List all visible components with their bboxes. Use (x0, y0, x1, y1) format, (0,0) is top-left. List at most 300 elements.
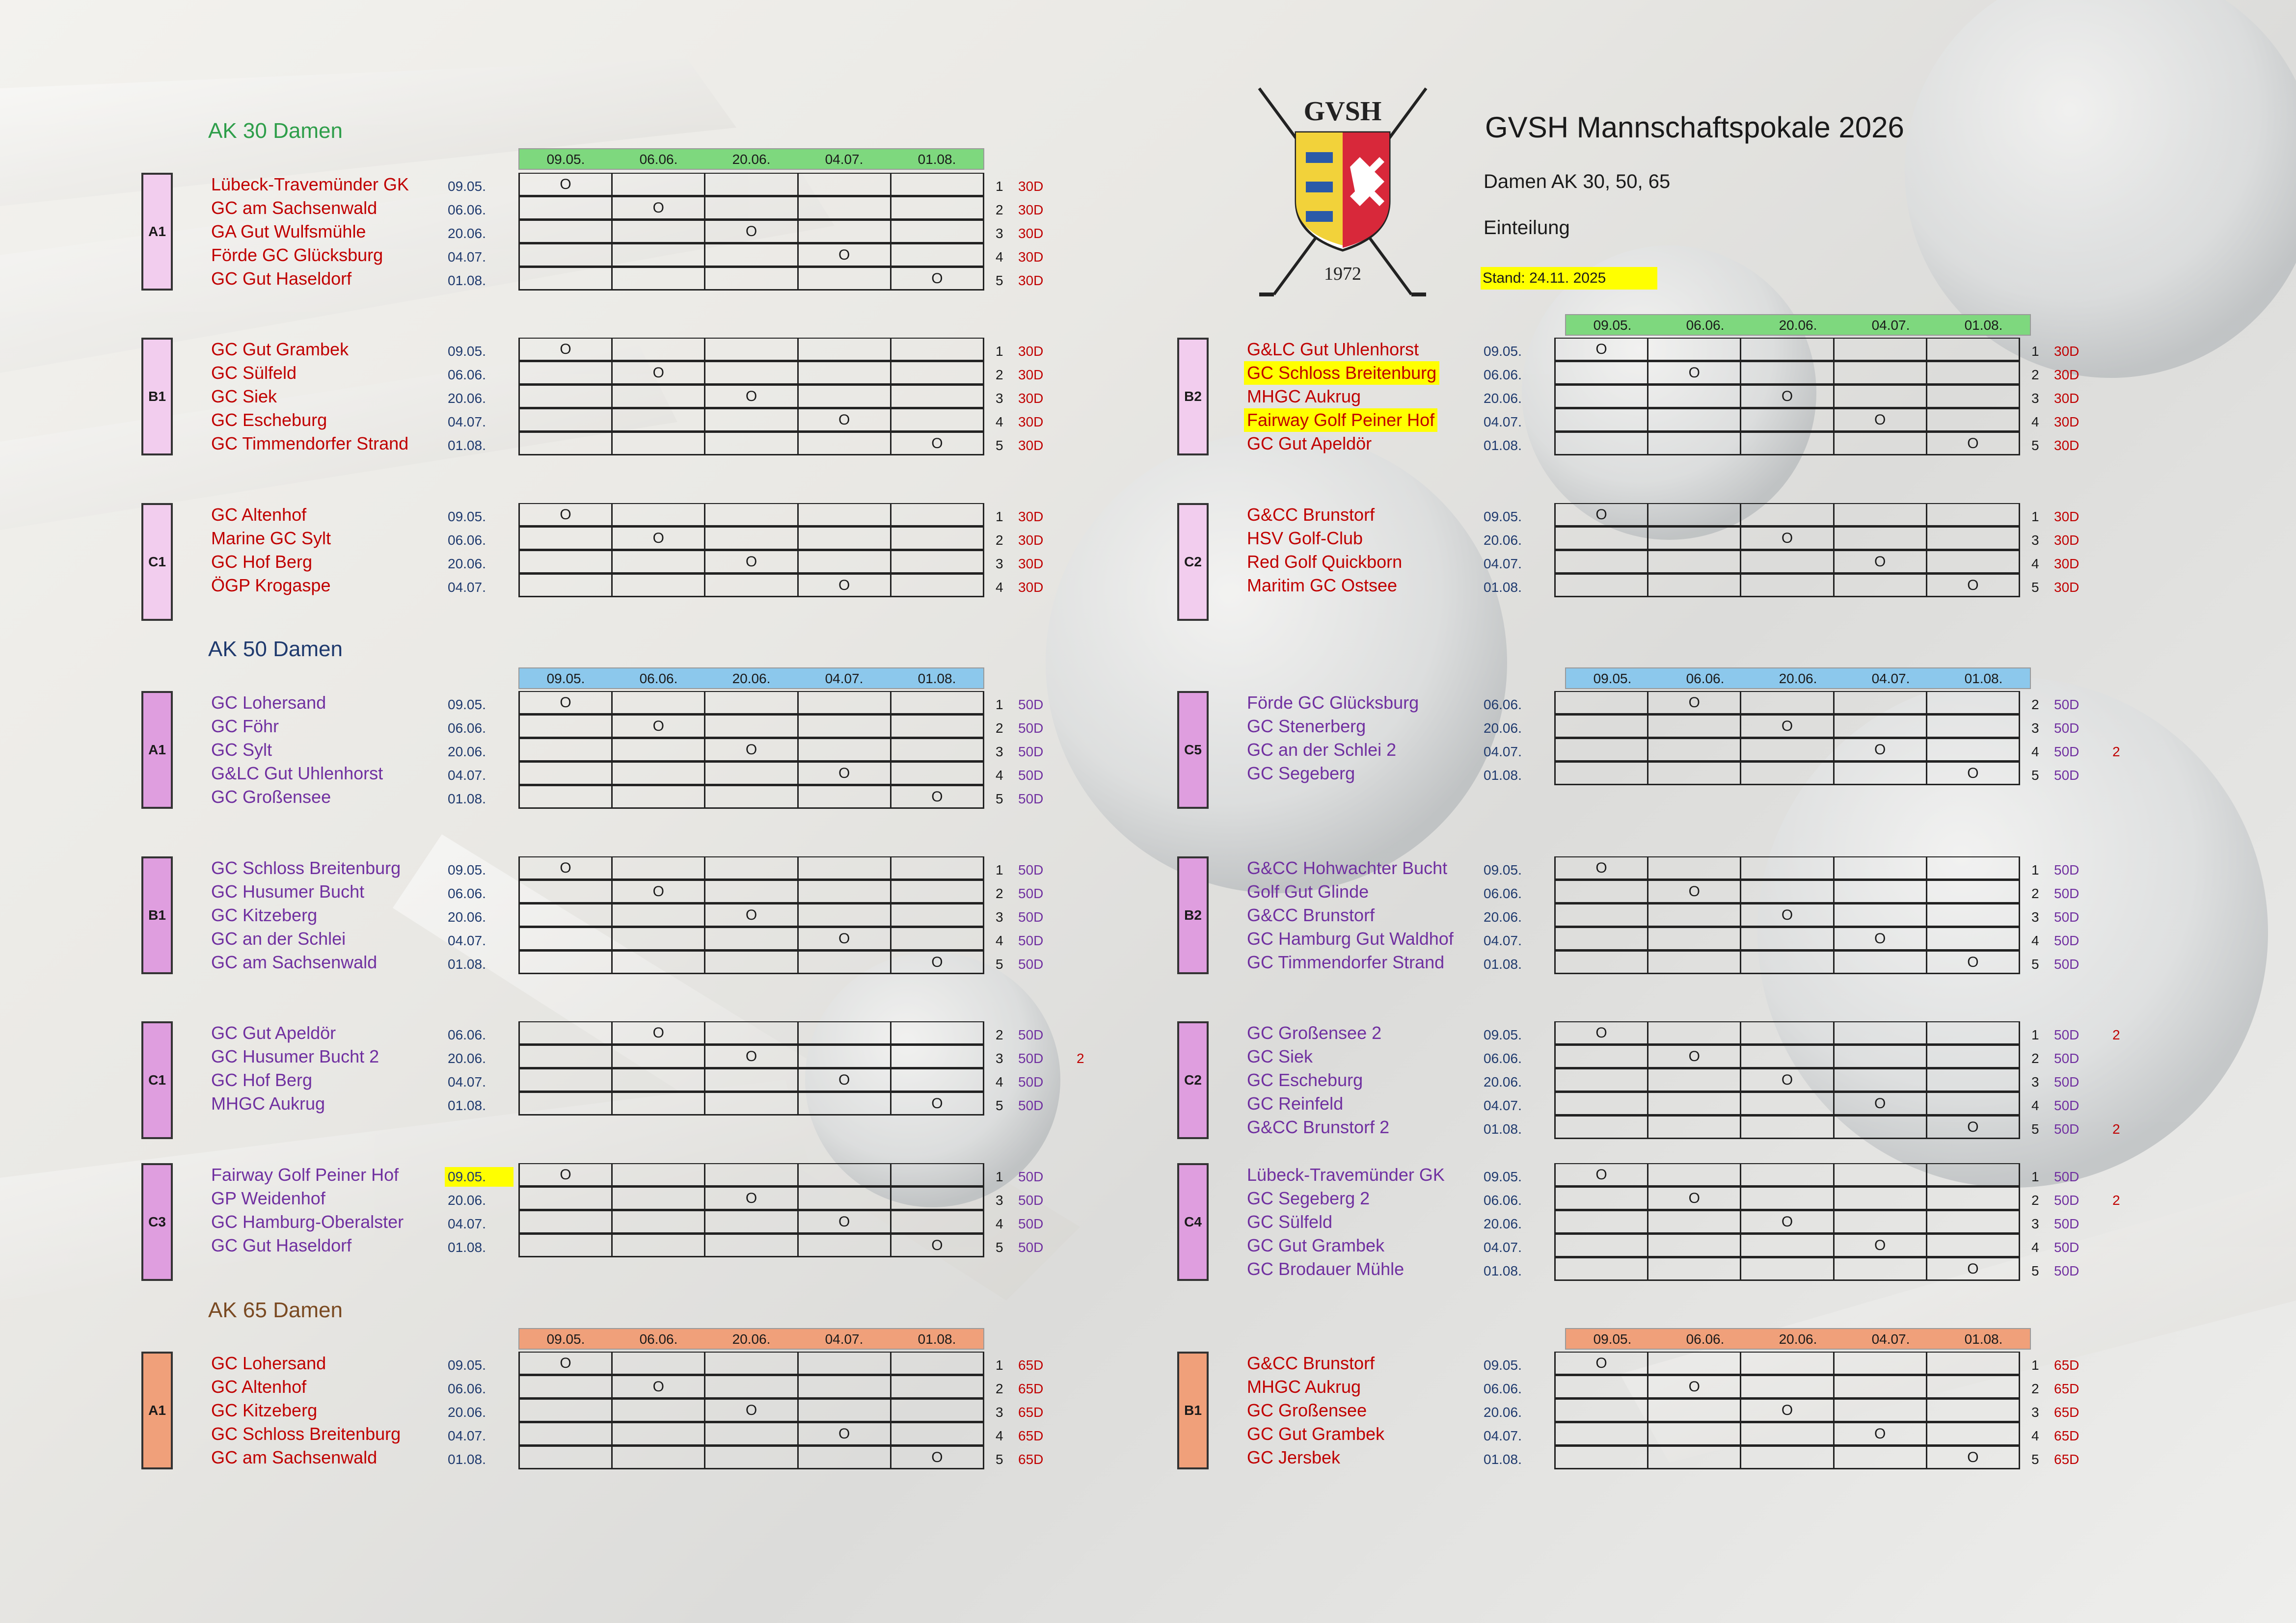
club-name: GC Gut Apeldör (1247, 433, 1372, 453)
home-match-mark: O (799, 409, 891, 430)
club-name: GC Gut Grambek (1247, 1424, 1385, 1444)
match-cell (799, 692, 891, 713)
team-code: 30D (1018, 249, 1044, 265)
table-row (1177, 738, 2120, 762)
table-row (1177, 1352, 2110, 1375)
match-grid (518, 904, 984, 927)
home-date: 20.06. (448, 909, 486, 925)
row-number: 1 (996, 509, 1003, 524)
table-row (1177, 432, 2110, 455)
club-name: GP Weidenhof (211, 1188, 325, 1208)
match-cell (1556, 1235, 1648, 1256)
team-code: 50D (2054, 1027, 2080, 1042)
home-date: 01.08. (448, 1452, 486, 1467)
home-date: 01.08. (448, 1098, 486, 1113)
home-match-mark: O (705, 1046, 798, 1067)
match-grid (518, 196, 984, 220)
club-name: GC Kitzeberg (211, 905, 318, 925)
home-match-mark: O (613, 362, 705, 383)
home-date: 09.05. (445, 1167, 513, 1187)
match-cell (1741, 575, 1834, 596)
match-cell (705, 928, 798, 949)
match-grid (518, 1210, 984, 1234)
match-cell (1556, 433, 1648, 454)
match-cell (1556, 1258, 1648, 1279)
match-grid (518, 1068, 984, 1092)
group-code-badge: A1 (141, 691, 173, 809)
match-cell (799, 881, 891, 902)
table-row (1177, 408, 2110, 432)
team-code: 50D (2054, 768, 2080, 783)
club-name: GC Sylt (211, 740, 272, 760)
home-date: 06.06. (448, 367, 486, 382)
team-code: 30D (2054, 509, 2080, 524)
home-match-mark: O (931, 270, 943, 287)
match-cell (799, 1376, 891, 1397)
match-cell (613, 268, 705, 289)
match-cell (1835, 528, 1927, 549)
row-number: 5 (2031, 1121, 2039, 1137)
date-header-cell: 20.06. (732, 152, 771, 167)
table-row (141, 856, 1074, 880)
home-match-mark: O (931, 954, 943, 970)
row-number: 5 (996, 1452, 1003, 1467)
date-header-cell: 06.06. (639, 1331, 678, 1347)
team-code: 50D (1018, 909, 1044, 925)
row-number: 3 (2031, 391, 2039, 406)
match-grid (518, 361, 984, 385)
home-match-mark: O (613, 197, 705, 218)
match-cell (1556, 528, 1648, 549)
home-match-mark: O (799, 244, 891, 266)
match-cell (613, 786, 705, 807)
team-code: 30D (1018, 580, 1044, 595)
match-cell (520, 1376, 613, 1397)
home-match-mark: O (799, 1423, 891, 1444)
match-cell (520, 409, 613, 430)
club-name: Golf Gut Glinde (1247, 881, 1369, 902)
row-number: 2 (996, 532, 1003, 548)
home-date: 09.05. (448, 1357, 486, 1373)
home-date: 20.06. (448, 744, 486, 759)
home-date: 09.05. (448, 697, 486, 712)
home-date: 06.06. (448, 532, 486, 548)
match-cell (613, 575, 705, 596)
match-cell (799, 197, 891, 218)
row-number: 2 (996, 886, 1003, 901)
home-match-mark: O (1741, 1069, 1834, 1091)
match-cell (1648, 763, 1741, 784)
match-grid (518, 338, 984, 361)
home-date: 04.07. (448, 414, 486, 429)
club-name: G&CC Brunstorf (1247, 505, 1375, 525)
match-cell (613, 1447, 705, 1468)
home-match-mark: O (1967, 435, 1979, 452)
team-number-note: 2 (2112, 744, 2120, 759)
match-grid (1554, 1352, 2020, 1375)
match-cell (891, 857, 983, 878)
table-row (1177, 550, 2110, 574)
match-cell (891, 1400, 983, 1421)
table-row (1177, 1092, 2110, 1116)
group-code-badge: B1 (141, 856, 173, 974)
club-name: GC Hof Berg (211, 552, 313, 572)
match-cell (1927, 528, 2019, 549)
match-cell (891, 528, 983, 549)
club-name: Maritim GC Ostsee (1247, 575, 1398, 595)
row-number: 1 (996, 862, 1003, 878)
match-grid (1554, 904, 2020, 927)
match-cell (1835, 1069, 1927, 1091)
match-cell (1741, 1093, 1834, 1114)
match-cell (705, 952, 798, 973)
match-cell (1556, 386, 1648, 407)
home-match-mark: O (931, 1095, 943, 1112)
match-grid (1554, 951, 2020, 974)
match-cell (1556, 1117, 1648, 1138)
group-code-badge: C2 (1177, 503, 1209, 621)
match-cell (891, 739, 983, 760)
team-code: 30D (2054, 580, 2080, 595)
logo-year: 1972 (1324, 264, 1361, 284)
match-cell (891, 1423, 983, 1444)
match-cell (799, 1046, 891, 1067)
match-cell (1927, 1046, 2019, 1067)
table-row (1177, 691, 2110, 715)
match-cell (1835, 1046, 1927, 1067)
match-cell (613, 763, 705, 784)
club-name: GC Gut Grambek (211, 339, 349, 359)
match-cell (1741, 1188, 1834, 1209)
match-cell (705, 763, 798, 784)
match-grid (518, 880, 984, 904)
club-name: GC Husumer Bucht 2 (211, 1046, 379, 1066)
home-date: 20.06. (448, 226, 486, 241)
match-grid (1554, 1045, 2020, 1068)
row-number: 3 (996, 556, 1003, 571)
match-cell (1741, 1258, 1834, 1279)
date-header-ak65 (518, 1328, 984, 1350)
match-cell (613, 952, 705, 973)
row-number: 1 (996, 1357, 1003, 1373)
team-code: 50D (1018, 1216, 1044, 1231)
team-code: 50D (2054, 697, 2080, 712)
team-code: 30D (2054, 438, 2080, 453)
home-date: 20.06. (1484, 909, 1522, 925)
match-grid (518, 738, 984, 762)
match-cell (705, 1069, 798, 1091)
club-name: GC Sülfeld (211, 363, 297, 383)
match-cell (1648, 1117, 1741, 1138)
match-cell (1556, 739, 1648, 760)
row-number: 2 (2031, 1193, 2039, 1208)
match-cell (1648, 504, 1741, 525)
team-code: 50D (1018, 886, 1044, 901)
table-row (1177, 762, 2110, 785)
club-name: HSV Golf-Club (1247, 528, 1363, 548)
home-match-mark: O (705, 1400, 798, 1421)
match-cell (1556, 952, 1648, 973)
match-cell (1556, 881, 1648, 902)
home-date: 01.08. (1484, 957, 1522, 972)
table-row (141, 1092, 1074, 1116)
date-header-cell: 09.05. (1593, 671, 1632, 686)
team-code: 50D (2054, 1074, 2080, 1090)
match-cell (891, 928, 983, 949)
table-row (141, 951, 1074, 974)
team-code: 30D (1018, 226, 1044, 241)
match-cell (1741, 692, 1834, 713)
table-row (1177, 1399, 2110, 1422)
home-match-mark: O (520, 857, 613, 878)
match-cell (1927, 1069, 2019, 1091)
match-cell (891, 504, 983, 525)
match-cell (891, 197, 983, 218)
team-code: 50D (1018, 744, 1044, 759)
table-row (1177, 361, 2110, 385)
home-date: 04.07. (1484, 556, 1522, 571)
date-header-cell: 01.08. (1964, 1331, 2003, 1347)
match-cell (520, 881, 613, 902)
match-cell (1741, 433, 1834, 454)
match-cell (1741, 1376, 1834, 1397)
table-row (1177, 1021, 2120, 1045)
table-row (1177, 1045, 2110, 1068)
match-grid (518, 1163, 984, 1187)
status-date: Stand: 24.11. 2025 (1481, 267, 1657, 290)
match-cell (1835, 386, 1927, 407)
match-cell (613, 504, 705, 525)
home-match-mark: O (520, 504, 613, 525)
match-cell (613, 692, 705, 713)
team-number-note: 2 (1077, 1051, 1084, 1066)
row-number: 4 (2031, 744, 2039, 759)
team-number-note: 2 (2112, 1121, 2120, 1137)
row-number: 3 (2031, 909, 2039, 925)
match-cell (891, 244, 983, 266)
date-header-cell: 09.05. (546, 1331, 585, 1347)
table-row (141, 1187, 1074, 1210)
home-match-mark: O (1741, 1211, 1834, 1232)
match-cell (1927, 905, 2019, 926)
match-cell (705, 716, 798, 737)
match-cell (520, 551, 613, 572)
table-row (141, 1068, 1074, 1092)
row-number: 1 (2031, 1027, 2039, 1042)
home-date: 04.07. (448, 1216, 486, 1231)
match-grid (1554, 361, 2020, 385)
match-grid (1554, 856, 2020, 880)
row-number: 4 (996, 933, 1003, 948)
match-grid (518, 856, 984, 880)
team-code: 50D (2054, 957, 2080, 972)
table-row (1177, 503, 2110, 527)
club-name: Fairway Golf Peiner Hof (211, 1165, 399, 1185)
match-cell (613, 244, 705, 266)
gvsh-logo (1249, 79, 1436, 304)
match-cell (799, 952, 891, 973)
club-name: GC Siek (211, 386, 277, 406)
home-match-mark: O (1967, 1449, 1979, 1465)
date-header-cell: 20.06. (1779, 671, 1817, 686)
row-number: 3 (996, 1193, 1003, 1208)
home-date: 04.07. (448, 768, 486, 783)
group-code-badge: B1 (1177, 1352, 1209, 1469)
team-code: 30D (1018, 509, 1044, 524)
team-code: 50D (2054, 1193, 2080, 1208)
table-row (141, 1375, 1074, 1399)
table-row (141, 1399, 1074, 1422)
match-cell (1927, 362, 2019, 383)
row-number: 4 (2031, 1240, 2039, 1255)
match-grid (518, 173, 984, 196)
match-cell (1648, 857, 1741, 878)
table-row (141, 1163, 1074, 1187)
match-cell (613, 386, 705, 407)
match-cell (799, 1353, 891, 1374)
section-title-ak50: AK 50 Damen (208, 637, 343, 661)
match-cell (520, 763, 613, 784)
match-cell (613, 339, 705, 360)
match-cell (705, 174, 798, 195)
home-date: 20.06. (448, 1405, 486, 1420)
match-cell (1556, 1211, 1648, 1232)
match-cell (1927, 1211, 2019, 1232)
home-date: 01.08. (448, 791, 486, 806)
match-cell (520, 1423, 613, 1444)
match-cell (1927, 1400, 2019, 1421)
home-date: 04.07. (448, 249, 486, 265)
home-match-mark: O (705, 221, 798, 242)
match-cell (1556, 409, 1648, 430)
home-date: 09.05. (448, 179, 486, 194)
team-code: 65D (1018, 1405, 1044, 1420)
match-cell (799, 716, 891, 737)
match-grid (518, 1446, 984, 1469)
match-grid (1554, 738, 2020, 762)
row-number: 3 (2031, 1216, 2039, 1231)
table-row (141, 338, 1074, 361)
match-cell (1741, 551, 1834, 572)
section-title-ak65: AK 65 Damen (208, 1298, 343, 1322)
table-row (141, 1045, 1084, 1068)
page-subtitle: Damen AK 30, 50, 65 (1484, 171, 1671, 192)
club-name: GC Hamburg Gut Waldhof (1247, 929, 1454, 949)
home-date: 01.08. (1484, 580, 1522, 595)
match-cell (705, 362, 798, 383)
row-number: 5 (2031, 580, 2039, 595)
match-cell (1648, 716, 1741, 737)
match-grid (1554, 550, 2020, 574)
home-match-mark: O (1648, 881, 1741, 902)
table-row (141, 243, 1074, 267)
row-number: 5 (996, 1240, 1003, 1255)
home-date: 01.08. (448, 438, 486, 453)
home-date: 06.06. (448, 202, 486, 217)
home-match-mark: O (1556, 857, 1648, 878)
match-cell (613, 928, 705, 949)
group-code-badge: C1 (141, 1021, 173, 1139)
match-cell (1648, 1069, 1741, 1091)
table-row (141, 527, 1074, 550)
match-cell (1648, 1423, 1741, 1444)
home-date: 09.05. (1484, 1027, 1522, 1042)
home-match-mark: O (705, 1188, 798, 1209)
group-code-badge: B2 (1177, 856, 1209, 974)
date-header-cell: 06.06. (1686, 318, 1725, 333)
match-cell (891, 575, 983, 596)
match-cell (1556, 1069, 1648, 1091)
team-code: 50D (2054, 720, 2080, 736)
match-grid (518, 1187, 984, 1210)
match-cell (799, 551, 891, 572)
home-date: 06.06. (448, 886, 486, 901)
row-number: 3 (2031, 532, 2039, 548)
match-grid (1554, 432, 2020, 455)
club-name: GC Reinfeld (1247, 1093, 1344, 1114)
club-name: GC Großensee 2 (1247, 1023, 1382, 1043)
match-cell (613, 551, 705, 572)
match-grid (518, 1021, 984, 1045)
match-grid (518, 762, 984, 785)
match-cell (891, 1188, 983, 1209)
club-name: GC Altenhof (211, 1377, 307, 1397)
match-cell (891, 1353, 983, 1374)
table-row (141, 385, 1074, 408)
match-grid (1554, 503, 2020, 527)
match-grid (1554, 880, 2020, 904)
match-cell (613, 905, 705, 926)
team-code: 65D (1018, 1428, 1044, 1443)
team-code: 50D (1018, 720, 1044, 736)
row-number: 5 (996, 1098, 1003, 1113)
club-name: GC Lohersand (211, 692, 326, 713)
row-number: 5 (2031, 957, 2039, 972)
match-grid (1554, 527, 2020, 550)
row-number: 2 (996, 202, 1003, 217)
match-cell (705, 1022, 798, 1043)
match-cell (1835, 905, 1927, 926)
match-cell (1927, 857, 2019, 878)
match-grid (518, 385, 984, 408)
table-row (1177, 338, 2110, 361)
match-cell (705, 1376, 798, 1397)
match-cell (1835, 763, 1927, 784)
team-code: 30D (2054, 556, 2080, 571)
row-number: 2 (996, 720, 1003, 736)
match-cell (613, 1188, 705, 1209)
match-cell (1556, 1423, 1648, 1444)
home-match-mark: O (1835, 1093, 1927, 1114)
match-cell (1741, 1046, 1834, 1067)
row-number: 4 (996, 249, 1003, 265)
table-row (141, 1352, 1074, 1375)
match-cell (613, 433, 705, 454)
team-code: 30D (1018, 414, 1044, 429)
match-cell (1927, 739, 2019, 760)
row-number: 2 (996, 1027, 1003, 1042)
match-cell (1648, 409, 1741, 430)
match-cell (705, 575, 798, 596)
table-row (141, 738, 1074, 762)
match-cell (613, 1069, 705, 1091)
match-cell (1835, 692, 1927, 713)
home-date: 04.07. (1484, 1240, 1522, 1255)
match-cell (1556, 716, 1648, 737)
home-match-mark: O (799, 928, 891, 949)
team-code: 50D (2054, 1121, 2080, 1137)
table-row (141, 1422, 1074, 1446)
